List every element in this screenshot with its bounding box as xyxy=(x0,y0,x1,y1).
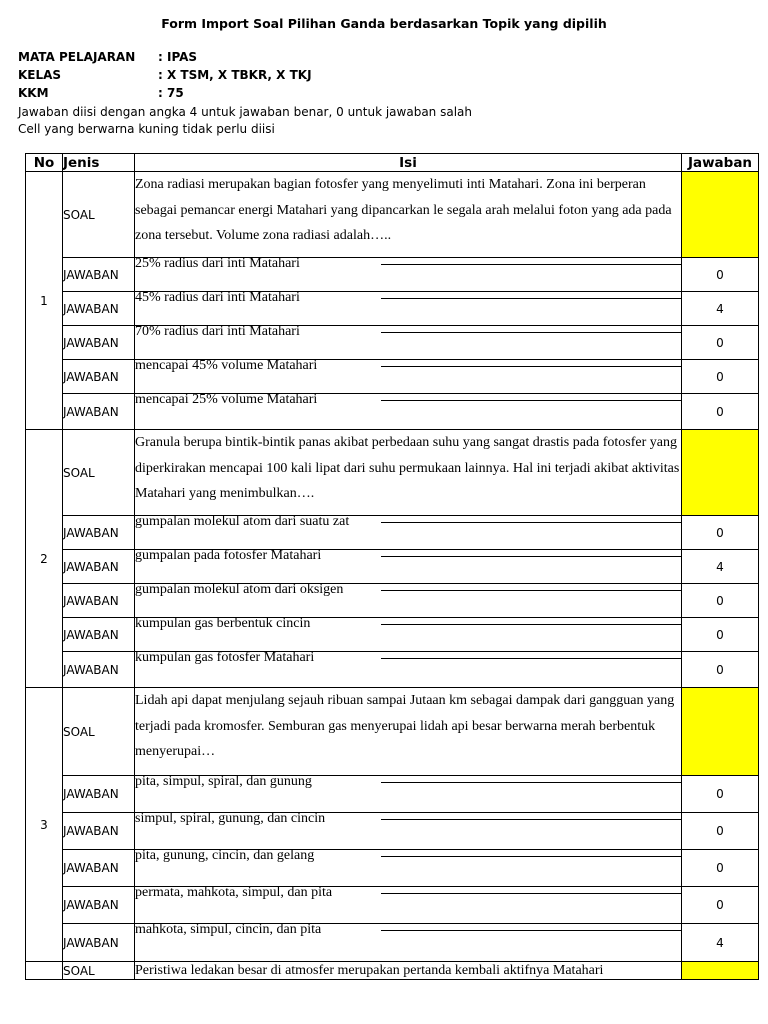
meta-label: KKM xyxy=(18,86,49,100)
option-text[interactable] xyxy=(135,326,682,360)
answer-score[interactable]: 0 xyxy=(682,584,759,618)
instruction-note: Cell yang berwarna kuning tidak perlu diisi xyxy=(18,122,275,136)
jenis-cell: SOAL xyxy=(63,430,135,516)
header-jawaban: Jawaban xyxy=(682,154,759,172)
table-row xyxy=(26,652,759,688)
jenis-cell: JAWABAN xyxy=(63,360,135,394)
table-row xyxy=(26,550,759,584)
header-no: No xyxy=(26,154,63,172)
header-jenis: Jenis xyxy=(63,154,135,172)
option-label: 25% radius dari inti Matahari xyxy=(135,256,300,271)
answer-score[interactable]: 0 xyxy=(682,850,759,887)
question-text[interactable]: Zona radiasi merupakan bagian fotosfer yang menyelimuti inti Matahari. Zona ini berperan sebagai pemancar energi Matahari yang dipancarkan le segala arah melalui foton yang ada pada zona tersebut. Volume zona radiasi adalah….. xyxy=(135,172,682,258)
option-text[interactable] xyxy=(135,850,682,887)
question-number: 2 xyxy=(26,430,63,688)
option-text[interactable] xyxy=(135,258,682,292)
option-label: kumpulan gas fotosfer Matahari xyxy=(135,650,315,665)
table-header-row xyxy=(26,154,759,172)
answer-score[interactable]: 0 xyxy=(682,887,759,924)
meta-value: : IPAS xyxy=(158,50,198,64)
answer-score[interactable]: 4 xyxy=(682,550,759,584)
jenis-cell: JAWABAN xyxy=(63,618,135,652)
option-label: pita, simpul, spiral, dan gunung xyxy=(135,774,312,789)
answer-score[interactable]: 0 xyxy=(682,360,759,394)
table-row xyxy=(26,813,759,850)
jenis-cell: JAWABAN xyxy=(63,850,135,887)
table-row xyxy=(26,850,759,887)
option-label: 45% radius dari inti Matahari xyxy=(135,290,300,305)
table-row xyxy=(26,924,759,962)
form-title: Form Import Soal Pilihan Ganda berdasarkan Topik yang dipilih xyxy=(161,16,607,31)
jenis-cell: JAWABAN xyxy=(63,394,135,430)
answer-cell-disabled xyxy=(682,172,759,258)
question-text[interactable]: Peristiwa ledakan besar di atmosfer merupakan pertanda kembali aktifnya Matahari xyxy=(135,962,682,980)
table-row xyxy=(26,360,759,394)
meta-value: : 75 xyxy=(158,86,184,100)
option-label: pita, gunung, cincin, dan gelang xyxy=(135,848,315,863)
header-isi: Isi xyxy=(135,154,682,172)
answer-score[interactable]: 0 xyxy=(682,652,759,688)
option-label: mencapai 45% volume Matahari xyxy=(135,358,318,373)
jenis-cell: JAWABAN xyxy=(63,326,135,360)
option-label: simpul, spiral, gunung, dan cincin xyxy=(135,811,326,826)
option-text[interactable] xyxy=(135,360,682,394)
jenis-cell: JAWABAN xyxy=(63,258,135,292)
option-text[interactable] xyxy=(135,813,682,850)
jenis-cell: JAWABAN xyxy=(63,813,135,850)
option-text[interactable] xyxy=(135,776,682,813)
table-row xyxy=(26,394,759,430)
table-row xyxy=(26,776,759,813)
table-row xyxy=(26,584,759,618)
answer-score[interactable]: 0 xyxy=(682,618,759,652)
table-row xyxy=(26,258,759,292)
table-row xyxy=(26,172,759,258)
table-row xyxy=(26,326,759,360)
option-label: 70% radius dari inti Matahari xyxy=(135,324,300,339)
answer-cell-disabled xyxy=(682,430,759,516)
meta-label: KELAS xyxy=(18,68,62,82)
option-label: mencapai 25% volume Matahari xyxy=(135,392,318,407)
meta-label: MATA PELAJARAN xyxy=(18,50,136,64)
table-row xyxy=(26,887,759,924)
option-text[interactable] xyxy=(135,550,682,584)
table-row xyxy=(26,962,759,980)
jenis-cell: JAWABAN xyxy=(63,292,135,326)
question-number: 3 xyxy=(26,688,63,962)
answer-cell-disabled xyxy=(682,962,759,980)
option-text[interactable] xyxy=(135,887,682,924)
answer-score[interactable]: 4 xyxy=(682,292,759,326)
table-row xyxy=(26,688,759,776)
jenis-cell: JAWABAN xyxy=(63,550,135,584)
answer-score[interactable]: 0 xyxy=(682,516,759,550)
jenis-cell: SOAL xyxy=(63,962,135,980)
answer-score[interactable]: 0 xyxy=(682,258,759,292)
jenis-cell: JAWABAN xyxy=(63,776,135,813)
option-text[interactable] xyxy=(135,584,682,618)
instruction-note: Jawaban diisi dengan angka 4 untuk jawaban benar, 0 untuk jawaban salah xyxy=(18,105,472,119)
jenis-cell: JAWABAN xyxy=(63,887,135,924)
option-label: gumpalan molekul atom dari suatu zat xyxy=(135,514,350,529)
jenis-cell: JAWABAN xyxy=(63,652,135,688)
answer-score[interactable]: 0 xyxy=(682,394,759,430)
question-number: 1 xyxy=(26,172,63,430)
option-label: permata, mahkota, simpul, dan pita xyxy=(135,885,333,900)
answer-score[interactable]: 4 xyxy=(682,924,759,962)
question-text[interactable]: Granula berupa bintik-bintik panas akibat perbedaan suhu yang sangat drastis pada fotosfer yang diperkirakan mencapai 100 kali lipat dari suhu permukaan lainnya. Hal ini terjadi akibat aktivitas Matahari yang menimbulkan…. xyxy=(135,430,682,516)
table-row xyxy=(26,430,759,516)
option-text[interactable] xyxy=(135,652,682,688)
option-label: gumpalan molekul atom dari oksigen xyxy=(135,582,344,597)
table-row xyxy=(26,292,759,326)
answer-score[interactable]: 0 xyxy=(682,776,759,813)
option-text[interactable] xyxy=(135,516,682,550)
table-row xyxy=(26,516,759,550)
answer-score[interactable]: 0 xyxy=(682,326,759,360)
jenis-cell: JAWABAN xyxy=(63,516,135,550)
answer-cell-disabled xyxy=(682,688,759,776)
option-text[interactable] xyxy=(135,394,682,430)
answer-score[interactable]: 0 xyxy=(682,813,759,850)
question-table xyxy=(25,153,759,980)
question-text[interactable]: Lidah api dapat menjulang sejauh ribuan sampai Jutaan km sebagai dampak dari gangguan yang terjadi pada kromosfer. Semburan gas menyerupai lidah api besar berwarna merah berbentuk menyerupai… xyxy=(135,688,682,776)
option-text[interactable] xyxy=(135,292,682,326)
jenis-cell: JAWABAN xyxy=(63,584,135,618)
jenis-cell: SOAL xyxy=(63,172,135,258)
option-label: mahkota, simpul, cincin, dan pita xyxy=(135,922,322,937)
option-label: kumpulan gas berbentuk cincin xyxy=(135,616,311,631)
question-number xyxy=(26,962,63,980)
jenis-cell: JAWABAN xyxy=(63,924,135,962)
option-label: gumpalan pada fotosfer Matahari xyxy=(135,548,322,563)
jenis-cell: SOAL xyxy=(63,688,135,776)
table-row xyxy=(26,618,759,652)
meta-value: : X TSM, X TBKR, X TKJ xyxy=(158,68,312,82)
option-text[interactable] xyxy=(135,924,682,962)
option-text[interactable] xyxy=(135,618,682,652)
